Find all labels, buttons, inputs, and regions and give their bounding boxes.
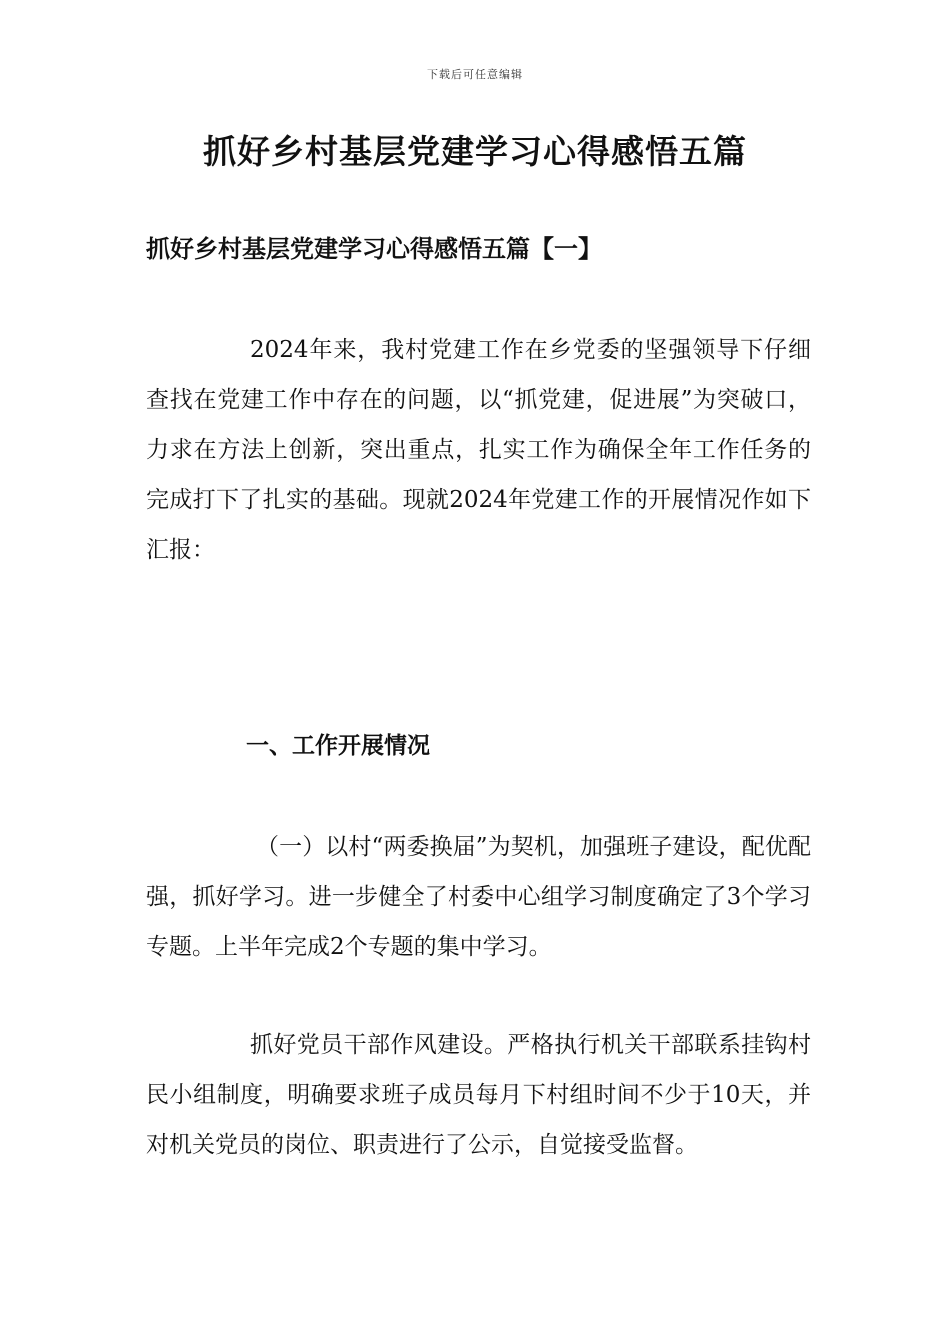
paragraph-intro: 2024年来，我村党建工作在乡党委的坚强领导下仔细查找在党建工作中存在的问题，以“抓党建，促进展”为突破口，力求在方法上创新，突出重点，扎实工作为确保全年工作任务的完成打下了扎实的基础。现就2024年党建工作的开展情况作如下汇报：	[146, 337, 811, 563]
paragraph-team-building: （一）以村“两委换届”为契机，加强班子建设，配优配强，抓好学习。进一步健全了村委中心组学习制度确定了3个学习专题。上半年完成2个专题的集中学习。	[146, 834, 811, 960]
paragraph-work-style: 抓好党员干部作风建设。严格执行机关干部联系挂钩村民小组制度，明确要求班子成员每月下村组时间不少于10天，并对机关党员的岗位、职责进行了公示，自觉接受监督。	[146, 1032, 811, 1158]
document-title: 抓好乡村基层党建学习心得感悟五篇	[203, 132, 747, 171]
section-title: 抓好乡村基层党建学习心得感悟五篇【一】	[146, 234, 602, 263]
header-note: 下载后可任意编辑	[427, 68, 523, 81]
heading-work-progress: 一、工作开展情况	[246, 732, 430, 759]
